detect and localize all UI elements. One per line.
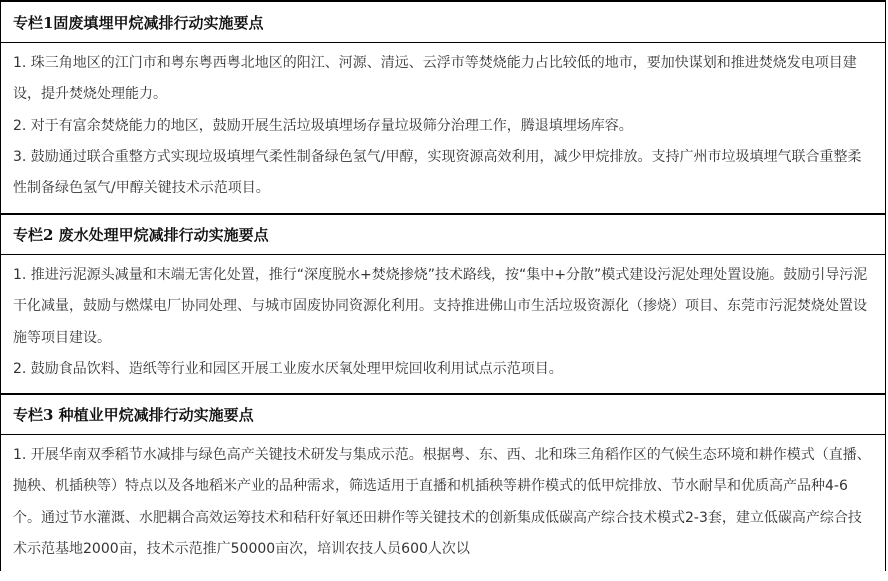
column-1-title: 专栏1固废填埋甲烷减排行动实施要点 [1,0,885,43]
column-1-item-1: 1. 珠三角地区的江门市和粤东粤西粤北地区的阳江、河源、清远、云浮市等焚烧能力占比较低的地市，要加快谋划和推进焚烧发电项目建设，提升焚烧处理能力。 [13,55,857,103]
column-3-item-1: 1. 开展华南双季稻节水减排与绿色高产关键技术研发与集成示范。根据粤、东、西、北和珠三角稻作区的气候生态环境和耕作模式（直播、抛秧、机插秧等）特点以及各地稻米产业的品种需求，筛选适用于直播和机插秧等耕作模式的低甲烷排放、节水耐旱和优质高产品种4-6个。通过节水灌溉、水肥耦合高效运筹技术和秸秆好氧还田耕作等关键技术的创新集成低碳高产综合技术模式2-3套，建立低碳高产综合技术示范基地2000亩，技术示范推广50000亩次，培训农技人员600人次以 [13,447,871,557]
column-box-2 [1,213,885,393]
column-1-body [1,43,885,213]
column-1-item-3: 3. 鼓励通过联合重整方式实现垃圾填埋气柔性制备绿色氢气/甲醇，实现资源高效利用，减少甲烷排放。支持广州市垃圾填埋气联合重整柔性制备绿色氢气/甲醇关键技术示范项目。 [13,148,862,197]
column-2-item-2: 2. 鼓励食品饮料、造纸等行业和园区开展工业废水厌氧处理甲烷回收利用试点示范项目。 [13,360,563,377]
column-2-title: 专栏2 废水处理甲烷减排行动实施要点 [1,213,885,255]
column-1-item-2: 2. 对于有富余焚烧能力的地区，鼓励开展生活垃圾填埋场存量垃圾筛分治理工作，腾退填埋场库容。 [13,117,633,134]
column-3-title: 专栏3 种植业甲烷减排行动实施要点 [1,393,885,435]
column-2-body [1,255,885,393]
column-box-1 [1,0,885,213]
column-2-item-1: 1. 推进污泥源头减量和末端无害化处置，推行“深度脱水+焚烧掺烧”技术路线，按“集中+分散”模式建设污泥处理处置设施。鼓励引导污泥干化减量，鼓励与燃煤电厂协同处理、与城市固废协同资源化利用。支持推进佛山市生活垃圾资源化（掺烧）项目、东莞市污泥焚烧处置设施等项目建设。 [13,267,868,346]
column-3-body [1,435,885,571]
column-box-3 [1,393,885,571]
